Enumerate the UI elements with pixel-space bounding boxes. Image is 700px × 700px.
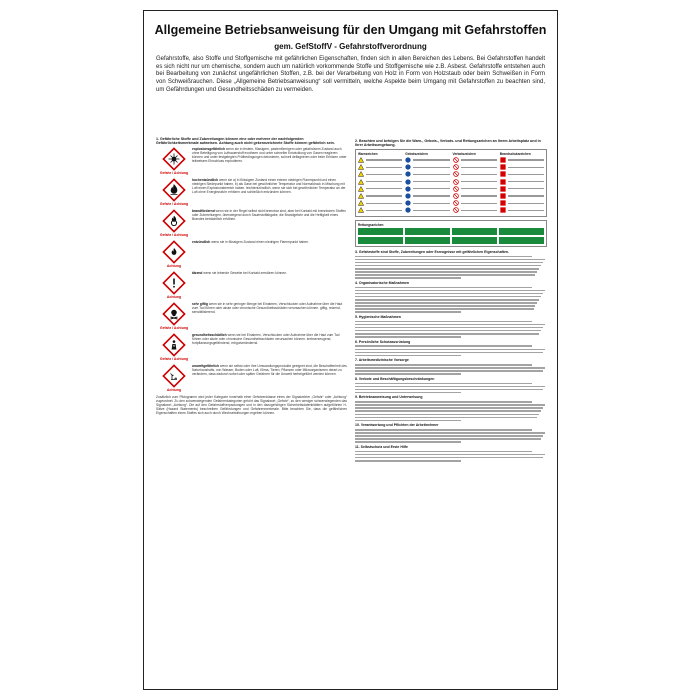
rule-section bbox=[355, 315, 547, 338]
hazard-row bbox=[156, 209, 347, 237]
fine-print-line bbox=[355, 327, 543, 329]
rule-section-title: 3. Gefahrstoffe sind Stoffe, Zubereitungen oder Erzeugnisse mit gefährlichen Eigenschaften. bbox=[355, 249, 510, 254]
health-hazard-icon bbox=[162, 333, 186, 357]
escape-signs-header: Rettungszeichen bbox=[358, 222, 384, 227]
hazard-text: wenn sie in der Regel selbst nicht brennbar sind, aber bei Kontakt mit brennbaren Stoffen oder Zubereitungen, überwiegend durch Sauerstoffabgabe, die Brandgefahr und die Heftigkeit eines Brandes beträchtlich erhöhen. bbox=[192, 209, 347, 222]
prohibition-sign-icon bbox=[453, 193, 459, 199]
fine-print-line bbox=[355, 432, 545, 434]
escape-sign-icon bbox=[405, 228, 450, 235]
intro-paragraph: Gefahrstoffe, also Stoffe und Stoffgemische mit gefährlichen Eigenschaften, finden sich in allen Bereichen des Lebens. Bei Gefahrstoffen handelt es sich nicht nur um chemische, sondern auch um natürlich vorkommende Stoffe und Stoffgemische wie z.B. Asbest. Gefahrstoffe entstehen auch bei Bearbeitung von zunächst ungefährlichen Stoffen, z.B. bei der Verarbeitung von Holz in Form von Holzstaub oder beim Schweißen in Form von Schweißrauchen. Diese „Allgemeine Betriebsanweisung“ soll vermitteln, welche Aspekte beim Umgang mit Gefahrstoffen zu beachten sind, um Gefährdungen und Gesundheitsschäden zu vermeiden. bbox=[156, 56, 545, 93]
fine-print-line bbox=[355, 265, 541, 267]
hazard-column bbox=[156, 137, 347, 685]
fine-print-line bbox=[355, 330, 541, 332]
rule-section-title: 6. Persönliche Schutzausrüstung bbox=[355, 339, 411, 344]
hazard-row bbox=[156, 147, 347, 175]
document-title: Allgemeine Betriebsanweisung für den Umgang mit Gefahrstoffen bbox=[154, 23, 547, 37]
hazard-label: sehr giftig bbox=[192, 302, 208, 307]
warning-signs-header: Warnzeichen bbox=[358, 152, 378, 157]
fine-print-line bbox=[355, 460, 461, 462]
escape-sign-icon bbox=[358, 228, 403, 235]
fine-print-line bbox=[355, 321, 532, 323]
rules-sections bbox=[355, 250, 547, 462]
fine-print-line bbox=[355, 383, 532, 385]
rule-section bbox=[355, 340, 547, 357]
escape-sign-icon bbox=[452, 237, 497, 244]
escape-sign-icon bbox=[499, 228, 544, 235]
fine-print-line bbox=[355, 438, 541, 440]
hazard-text: wenn sie lebende Gewebe bei Kontakt zerstören können. bbox=[203, 271, 287, 276]
fine-print-line bbox=[355, 308, 534, 310]
rule-section-title: 9. Betriebsanweisung und Unterweisung bbox=[355, 395, 423, 400]
rule-section-title: 11. Selbstschutz und Erste Hilfe bbox=[355, 444, 408, 449]
hazard-text: wenn sie a) in flüssigem Zustand einen extrem niedrigen Flammpunkt und einen niedrigen Siedepunkt haben, b) als Gase bei gewöhnlicher Temperatur und Normaldruck in Mischung mit Luft einen Explosionsbereich haben. leichtentzündlich, wenn sie sich bei gewöhnlicher Temperatur an der Luft ohne Energiezufuhr erhitzen und schließlich entzünden können. bbox=[192, 178, 346, 195]
fine-print-line bbox=[355, 392, 461, 394]
rule-section-title: 5. Hygienische Maßnahmen bbox=[355, 314, 401, 319]
hazard-row bbox=[156, 333, 347, 361]
flame-icon bbox=[162, 178, 186, 202]
hazard-row bbox=[156, 302, 347, 330]
fine-print-line bbox=[355, 441, 461, 443]
fine-print-line bbox=[355, 259, 545, 261]
footer-note: Zusätzlich zum Piktogramm wird jeder Kategorie innerhalb einer Gefahrenklasse eines der Signalwörter „Gefahr“ oder „Achtung“ zugeordnet. Zu den schwerwiegenden Gefahrenkategorien gehört das Signalwort „Gefahr“, zu den weniger schwerwiegenden das Signalwort „Achtung“. Die auf den Gefahrstoffverpackungen und in den dazugehörigen Sicherheitsdatenblättern aufgeführten H-Sätze (Hazard Statements) beschreiben Gefährdungen und Gefahrenmerkmale. Bitte beachten Sie, dass die gefährlichen Eigenschaften eines Stoffes sich auch durch Wechselwirkungen ergeben können. bbox=[156, 395, 347, 416]
rule-section bbox=[355, 377, 547, 394]
fire-safety-sign-icon bbox=[500, 179, 506, 185]
hazard-row bbox=[156, 364, 347, 392]
explosion-icon bbox=[162, 147, 186, 171]
fire-safety-sign-icon bbox=[500, 193, 506, 199]
skull-icon bbox=[162, 302, 186, 326]
fine-print-line bbox=[355, 410, 541, 412]
fire-safety-sign-icon bbox=[500, 200, 506, 206]
hazard-text: wenn sie selbst oder ihre Umwandlungsprodukte geeignet sind, die Beschaffenheit des Naturhaushalts, von Wasser, Boden oder Luft, Klima, Tieren, Pflanzen oder Mikroorganismen derart zu verändern, dass dadurch sofort oder später Gefahren für die Umwelt herbeigeführt werden können. bbox=[192, 364, 347, 377]
hazard-text: wenn sie in flüssigem Zustand einen niedrigen Flammpunkt haben. bbox=[211, 240, 309, 245]
safety-signs-table bbox=[355, 149, 547, 217]
flame-icon bbox=[162, 240, 186, 264]
warning-sign-icon bbox=[358, 207, 364, 213]
fine-print-line bbox=[355, 324, 545, 326]
mandatory-sign-icon bbox=[405, 171, 411, 177]
signal-word: Gefahr / Achtung bbox=[159, 202, 189, 207]
fire-safety-sign-icon bbox=[500, 186, 506, 192]
fine-print-line bbox=[355, 349, 545, 351]
rule-section-title: 8. Verbote und Beschäftigungsbeschränkungen bbox=[355, 376, 435, 381]
fine-print-line bbox=[355, 435, 543, 437]
rule-section-title: 10. Verantwortung und Pflichten der Arbeitnehmer bbox=[355, 423, 439, 428]
fine-print-line bbox=[355, 420, 461, 422]
rule-section bbox=[355, 250, 547, 279]
fine-print-line bbox=[355, 293, 543, 295]
hazard-label: hochentzündlich bbox=[192, 178, 219, 183]
fire-safety-sign-icon bbox=[500, 207, 506, 213]
signal-word: Achtung bbox=[166, 264, 182, 269]
fine-print-line bbox=[355, 299, 539, 301]
fine-print-line bbox=[355, 355, 461, 357]
hazard-text: wenn sie in sehr geringer Menge bei Einatmen, Verschlucken oder Aufnahme über die Haut zum Tod führen oder akute oder chronische Gesundheitsschäden verursachen können. giftig, reizend, sensibilisierend. bbox=[192, 302, 343, 315]
fine-print-line bbox=[355, 302, 537, 304]
prohibition-sign-icon bbox=[453, 207, 459, 213]
fine-print-line bbox=[355, 401, 532, 403]
fine-print-line bbox=[355, 454, 545, 456]
warning-sign-icon bbox=[358, 179, 364, 185]
hazard-label: brandfördernd bbox=[192, 209, 215, 214]
fine-print-line bbox=[355, 256, 532, 258]
mandatory-sign-icon bbox=[405, 164, 411, 170]
signal-word: Gefahr / Achtung bbox=[159, 233, 189, 238]
rule-section-title: 7. Arbeitsmedizinische Vorsorge bbox=[355, 358, 409, 363]
rule-section bbox=[355, 423, 547, 443]
warning-sign-icon bbox=[358, 157, 364, 163]
hazard-text: wenn sie bei Einatmen, Verschlucken oder Aufnahme über die Haut zum Tod führen oder akute oder chronische Gesundheitsschäden verursachen können. krebserzeugend, fortpflanzungsgefährdend, erbgutverändernd. bbox=[192, 333, 340, 346]
prohibition-signs-header: Verbotszeichen bbox=[452, 152, 476, 157]
fire-signs-header: Brandschutzzeichen bbox=[499, 152, 531, 157]
fine-print-line bbox=[355, 345, 532, 347]
fine-print-line bbox=[355, 277, 461, 279]
fine-print-line bbox=[355, 407, 543, 409]
escape-sign-icon bbox=[452, 228, 497, 235]
hazard-text: wenn sie in festem, flüssigem, pastenförmigem oder gelatinösem Zustand auch ohne Beteiligung von Luftsauerstoff exotherm und unter schneller Entwicklung von Gasen reagieren können und unter festgelegten Prüfbedingungen detonieren, schnell deflagrieren oder beim Erhitzen unter teilweisem Einschluss explodieren. bbox=[192, 147, 347, 164]
mandatory-sign-icon bbox=[405, 186, 411, 192]
fine-print-line bbox=[355, 417, 537, 419]
fire-safety-sign-icon bbox=[500, 171, 506, 177]
warning-sign-icon bbox=[358, 186, 364, 192]
signs-heading: 2. Beachten und befolgen Sie die Warn-, Gebots-, Verbots- und Rettungszeichen an Ihrem Arbeitsplatz und in Ihrer Arbeitsumgebung. bbox=[355, 139, 541, 148]
mandatory-sign-icon bbox=[405, 179, 411, 185]
rule-section bbox=[355, 395, 547, 421]
fine-print-line bbox=[355, 404, 545, 406]
warning-sign-icon bbox=[358, 171, 364, 177]
hazard-label: explosionsgefährlich bbox=[192, 147, 225, 152]
hazard-label: gesundheitsschädlich bbox=[192, 333, 227, 338]
warning-sign-icon bbox=[358, 164, 364, 170]
mandatory-sign-icon bbox=[405, 157, 411, 163]
signal-word: Achtung bbox=[166, 388, 182, 393]
fine-print-line bbox=[355, 274, 535, 276]
escape-sign-icon bbox=[405, 237, 450, 244]
signal-word: Achtung bbox=[166, 295, 182, 300]
fine-print-line bbox=[355, 271, 537, 273]
fine-print-line bbox=[355, 336, 461, 338]
escape-signs-table bbox=[355, 220, 547, 247]
fine-print-line bbox=[355, 352, 543, 354]
rule-section bbox=[355, 358, 547, 375]
fine-print-line bbox=[355, 386, 545, 388]
hazard-label: ätzend bbox=[192, 271, 203, 276]
escape-sign-icon bbox=[358, 237, 403, 244]
prohibition-sign-icon bbox=[453, 186, 459, 192]
rule-section bbox=[355, 281, 547, 313]
hazard-row bbox=[156, 271, 347, 299]
mandatory-sign-icon bbox=[405, 193, 411, 199]
fine-print-line bbox=[355, 305, 535, 307]
fine-print-line bbox=[355, 290, 545, 292]
hazard-row bbox=[156, 178, 347, 206]
fine-print-line bbox=[355, 311, 461, 313]
fire-safety-sign-icon bbox=[500, 164, 506, 170]
fine-print-line bbox=[355, 389, 543, 391]
signal-word: Gefahr / Achtung bbox=[159, 326, 189, 331]
signal-word: Gefahr / Achtung bbox=[159, 171, 189, 176]
flame-over-circle-icon bbox=[162, 209, 186, 233]
rule-section bbox=[355, 445, 547, 462]
signal-word: Gefahr / Achtung bbox=[159, 357, 189, 362]
mandatory-signs-header: Gebotszeichen bbox=[405, 152, 428, 157]
fine-print-line bbox=[355, 296, 541, 298]
hazard-row bbox=[156, 240, 347, 268]
prohibition-sign-icon bbox=[453, 164, 459, 170]
fire-safety-sign-icon bbox=[500, 157, 506, 163]
fine-print-line bbox=[355, 364, 532, 366]
hazard-label: entzündlich bbox=[192, 240, 211, 245]
hazard-heading: 1. Gefährliche Stoffe und Zubereitungen können eine oder mehrere der nachfolgenden Gefährlichkeitsmerkmale aufweisen. Achtung auch nicht gekennzeichnete Stoffe können gefährlich sein. bbox=[156, 137, 335, 146]
prohibition-sign-icon bbox=[453, 157, 459, 163]
fine-print-line bbox=[355, 262, 543, 264]
rules-column bbox=[355, 137, 547, 685]
fine-print-line bbox=[355, 451, 532, 453]
fine-print-line bbox=[355, 373, 461, 375]
fine-print-line bbox=[355, 333, 539, 335]
prohibition-sign-icon bbox=[453, 171, 459, 177]
warning-sign-icon bbox=[358, 200, 364, 206]
escape-sign-icon bbox=[499, 237, 544, 244]
prohibition-sign-icon bbox=[453, 179, 459, 185]
rule-section-title: 4. Organisatorische Maßnahmen bbox=[355, 280, 410, 285]
fine-print-line bbox=[355, 457, 543, 459]
instruction-sign bbox=[143, 10, 558, 690]
fine-print-line bbox=[355, 414, 539, 416]
environment-icon bbox=[162, 364, 186, 388]
fine-print-line bbox=[355, 367, 545, 369]
document-subtitle: gem. GefStoffV - Gefahrstoffverordnung bbox=[274, 42, 427, 51]
fine-print-line bbox=[355, 370, 543, 372]
mandatory-sign-icon bbox=[405, 207, 411, 213]
warning-sign-icon bbox=[358, 193, 364, 199]
exclamation-icon bbox=[162, 271, 186, 295]
fine-print-line bbox=[355, 268, 539, 270]
prohibition-sign-icon bbox=[453, 200, 459, 206]
hazard-label: umweltgefährlich bbox=[192, 364, 220, 369]
fine-print-line bbox=[355, 287, 532, 289]
fine-print-line bbox=[355, 429, 532, 431]
mandatory-sign-icon bbox=[405, 200, 411, 206]
